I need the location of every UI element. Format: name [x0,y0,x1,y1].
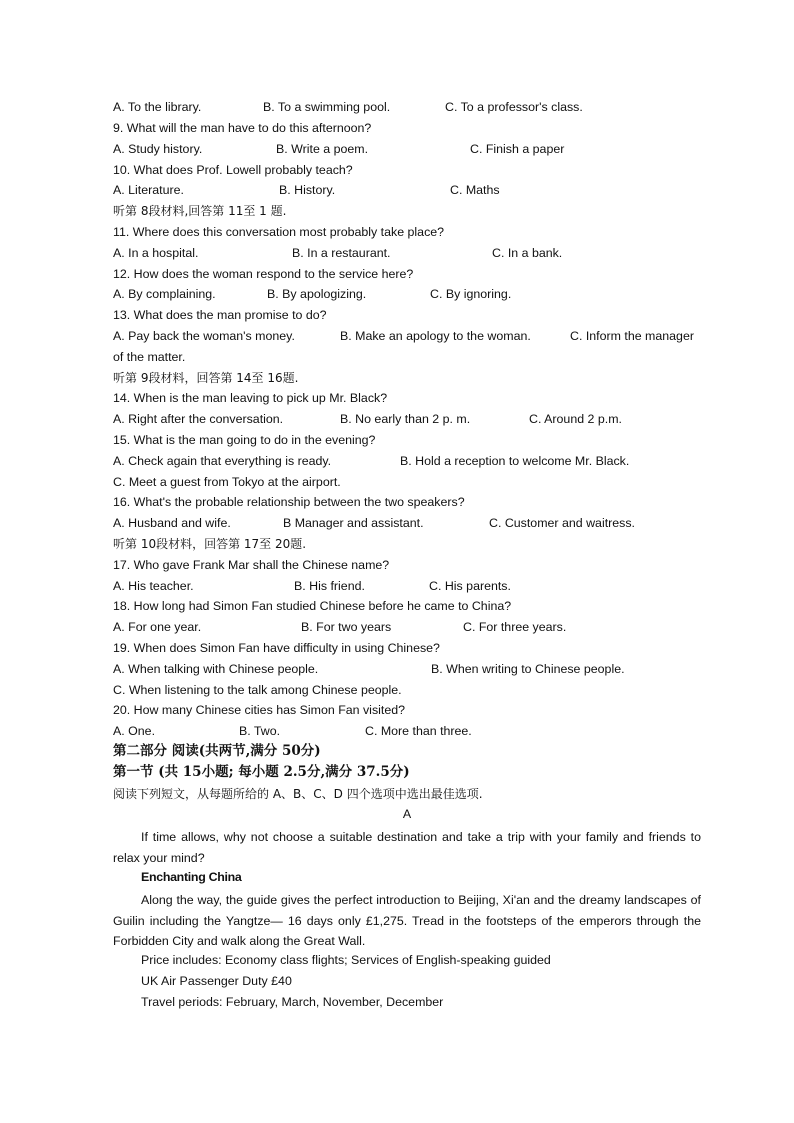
passage-label: A [402,807,412,821]
option-b: B. When writing to Chinese people. [431,662,625,676]
question-14: 14. When is the man leaving to pick up Mr. Black? [113,391,388,405]
option-c: C. To a professor's class. [445,100,583,114]
air-passenger-duty: UK Air Passenger Duty £40 [141,974,292,988]
option-c: C. Finish a paper [470,142,565,156]
question-15: 15. What is the man going to do in the evening? [113,433,376,447]
option-a: A. Husband and wife. [113,516,231,530]
q9-options [113,141,701,157]
option-a: A. His teacher. [113,579,194,593]
question-17: 17. Who gave Frank Mar shall the Chinese name? [113,558,390,572]
section-8-header: 听第 8段材料,回答第 11至 1 题. [113,204,287,218]
option-b: B. Two. [239,724,281,738]
option-a: A. Right after the conversation. [113,412,284,426]
part-2-section-1-title: 第一节 (共 15小题; 每小题 2.5分,满分 37.5分) [113,764,410,780]
question-12: 12. How does the woman respond to the service here? [113,267,414,281]
q12-options [113,286,701,302]
option-b: B. Write a poem. [276,142,369,156]
q13-options [113,328,701,344]
option-c: C. By ignoring. [430,287,512,301]
option-a: A. To the library. [113,100,202,114]
question-11: 11. Where does this conversation most probably take place? [113,225,445,239]
section-10-header: 听第 10段材料，回答第 17至 20题. [113,537,307,551]
option-a: A. Check again that everything is ready. [113,454,332,468]
question-9: 9. What will the man have to do this afternoon? [113,121,372,135]
option-a: A. By complaining. [113,287,216,301]
q18-options [113,619,701,635]
option-b: B. In a restaurant. [292,246,391,260]
question-16: 16. What's the probable relationship between the two speakers? [113,495,465,509]
option-a: A. Pay back the woman's money. [113,329,295,343]
option-c: C. Customer and waitress. [489,516,635,530]
passage-intro: If time allows, why not choose a suitable destination and take a trip with your family and friends to relax your mind? [113,830,701,865]
tour-description: Along the way, the guide gives the perfect introduction to Beijing, Xi'an and the dreamy landscapes of Guilin including the Yangtze— 16 days only £1,275. Tread in the footsteps of the emperors through the Forbidden City and walk along the Great Wall. [113,893,701,949]
option-b: B. Hold a reception to welcome Mr. Black. [400,454,630,468]
option-c: C. For three years. [463,620,567,634]
option-c: C. Maths [450,183,500,197]
q19-options [113,661,701,677]
option-c: C. Inform the manager [570,329,694,343]
option-c: C. His parents. [429,579,511,593]
price-includes: Price includes: Economy class flights; Services of English-speaking guided [141,953,551,967]
option-c: C. More than three. [365,724,472,738]
option-b: B. By apologizing. [267,287,367,301]
option-c: C. Around 2 p.m. [529,412,622,426]
option-a: A. For one year. [113,620,202,634]
question-10: 10. What does Prof. Lowell probably teach? [113,163,353,177]
reading-instructions: 阅读下列短文，从每题所给的 A、B、C、D 四个选项中选出最佳选项. [113,787,483,801]
section-9-header: 听第 9段材料，回答第 14至 16题. [113,371,299,385]
q16-options [113,515,701,531]
question-20: 20. How many Chinese cities has Simon Fan visited? [113,703,406,717]
travel-periods: Travel periods: February, March, November, December [141,995,444,1009]
option-b: B. His friend. [294,579,365,593]
option-a: A. Literature. [113,183,184,197]
option-b: B. To a swimming pool. [263,100,391,114]
option-a: A. When talking with Chinese people. [113,662,319,676]
q8-options [113,99,701,115]
option-b: B Manager and assistant. [283,516,424,530]
option-c: C. In a bank. [492,246,563,260]
question-13: 13. What does the man promise to do? [113,308,327,322]
q19-option-c: C. When listening to the talk among Chinese people. [113,683,402,697]
option-a: A. In a hospital. [113,246,199,260]
part-2-title: 第二部分 阅读(共两节,满分 50分) [113,743,321,759]
q15-option-c: C. Meet a guest from Tokyo at the airport. [113,475,341,489]
question-19: 19. When does Simon Fan have difficulty in using Chinese? [113,641,440,655]
q11-options [113,245,701,261]
option-b: B. Make an apology to the woman. [340,329,531,343]
q14-options [113,411,701,427]
q10-options [113,182,701,198]
option-a: A. Study history. [113,142,203,156]
q13-options-continued: of the matter. [113,350,186,364]
q15-options [113,453,701,469]
question-18: 18. How long had Simon Fan studied Chinese before he came to China? [113,599,512,613]
option-b: B. History. [279,183,336,197]
q17-options [113,578,701,594]
option-a: A. One. [113,724,156,738]
option-b: B. For two years [301,620,392,634]
tour-title: Enchanting China [141,870,242,884]
q20-options [113,723,701,739]
option-b: B. No early than 2 p. m. [340,412,471,426]
